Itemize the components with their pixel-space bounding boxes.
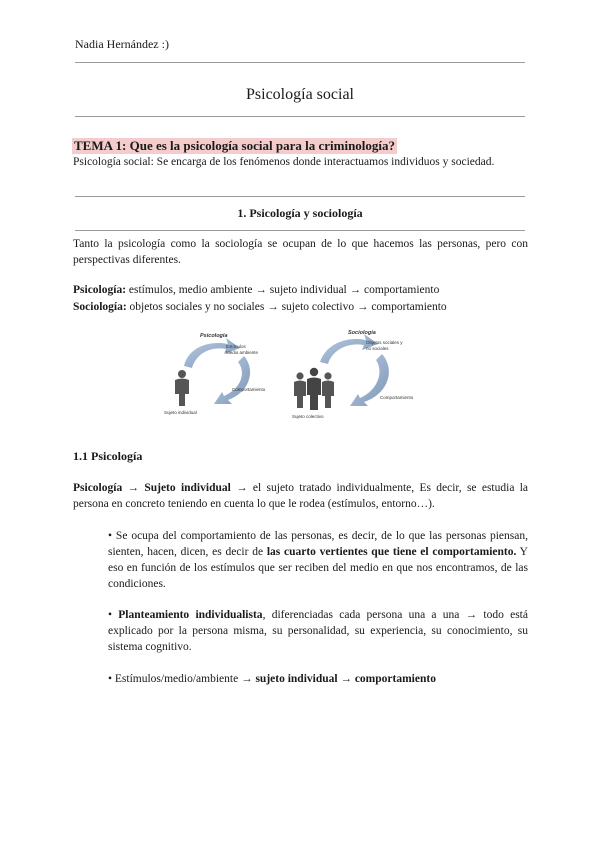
tema-heading: TEMA 1: Que es la psicología social para la criminología? (74, 138, 396, 153)
sociologia-cycle (292, 330, 414, 419)
diagram-left-top-label-1: Estímulos (226, 344, 246, 349)
p-label-sujeto: Sujeto individual (144, 482, 231, 494)
psicologia-sociologia-diagram (164, 326, 450, 422)
diagram-right-top-label-2: no sociales (366, 346, 389, 351)
bottom-arrow-icon (214, 356, 250, 404)
group-icon (294, 368, 334, 410)
bullet-1-post: Y eso en función de los estímulos que ser reciben del medio en que nos encontramos, de las condiciones. (108, 546, 528, 590)
diagram-left-title: Psicología (200, 333, 228, 339)
diagram-right-bottom-label: Sujeto colectivo (292, 414, 324, 419)
diagram-right-top-label-1: Objetos sociales y (366, 340, 403, 345)
divider (75, 196, 525, 197)
section-intro: Tanto la psicología como la sociología se ocupan de lo que hacemos las personas, pero con perspectivas diferentes. (73, 238, 528, 266)
tema-definition: Psicología social: Se encarga de los fenómenos donde interactuamos individuos y sociedad. (73, 156, 495, 168)
psicologia-label: Psicología: (73, 284, 127, 296)
psicologia-text: estímulos, medio ambiente → sujeto individual → comportamiento (126, 284, 440, 296)
bullet-1-bold: las cuarto vertientes que tiene el comportamiento. (266, 546, 517, 558)
diagram-left-top-label-2: Medio ambiente (226, 350, 259, 355)
psicologia-paragraph (73, 480, 528, 512)
bullet-2-bold: Planteamiento individualista (118, 609, 263, 621)
p-arrow: → (122, 482, 145, 494)
divider (75, 116, 525, 117)
bullet-3-bold-2: comportamiento (354, 673, 436, 685)
diagram-left-bottom-label: Sujeto individual (164, 410, 197, 415)
person-icon (175, 370, 189, 406)
bullet-2-post: , diferenciadas cada persona una a una → todo está explicado por la persona misma, su personalidad, su experiencia, su conocimiento, su sistema cognitivo. (108, 609, 528, 653)
diagram-left-right-label: Comportamiento (232, 387, 266, 392)
divider (75, 230, 525, 231)
bullet-1-pre: • Se ocupa del comportamiento de las personas, es decir, de lo que las personas piensan, sienten, hacen, dicen, es decir de (108, 530, 528, 558)
sociologia-line (73, 301, 447, 313)
section-heading: 1. Psicología y sociología (237, 206, 363, 220)
bullet-comportamiento (108, 528, 528, 592)
p-label-psicologia: Psicología (73, 482, 123, 494)
bullet-3-bold-1: sujeto individual (255, 673, 338, 685)
page-title: Psicología social (246, 86, 354, 103)
bullet-estimulos (108, 671, 528, 687)
author-name: Nadia Hernández :) (75, 37, 169, 51)
bullet-planteamiento (108, 607, 528, 655)
psicologia-line (73, 284, 439, 296)
bullet-3-mid: → (337, 673, 355, 685)
subsection-heading: 1.1 Psicología (73, 449, 143, 463)
diagram-right-right-label: Comportamiento (380, 395, 414, 400)
diagram-right-title: Sociología (348, 330, 376, 336)
psicologia-cycle (164, 333, 266, 415)
p-text: → el sujeto tratado individualmente, Es decir, se estudia la persona en concreto teniendo en cuenta lo que le rodea (estímulos, entorno…). (73, 482, 529, 510)
sociologia-text: objetos sociales y no sociales → sujeto colectivo → comportamiento (126, 301, 447, 313)
bullet-2-pre: • (108, 609, 119, 621)
bullet-3-pre: • Estímulos/medio/ambiente → (108, 673, 256, 685)
divider (75, 62, 525, 63)
sociologia-label: Sociología: (73, 301, 127, 313)
